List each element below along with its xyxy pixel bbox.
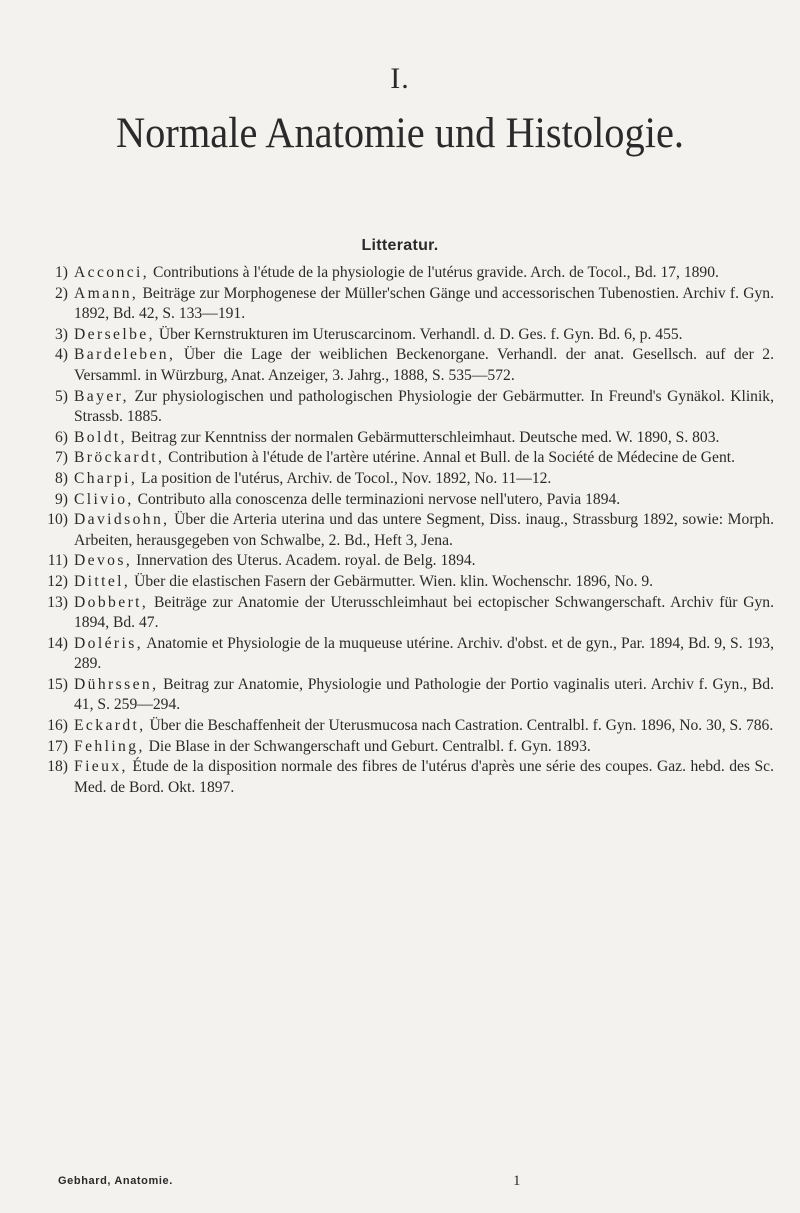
reference-text: Über die Arteria uterina und das untere Segment, Diss. inaug., Strassburg 1892, sowie: Morph. Arbeiten, herausgegeben von Schwalbe, 2. Bd., Heft 3, Jena. (74, 511, 775, 549)
reference-author: Dobbert, (74, 593, 149, 611)
reference-number: 18) (47, 758, 68, 776)
reference-text: Über die Beschaffenheit der Uterusmucosa nach Castration. Centralbl. f. Gyn. 1896, No. 30, S. 786. (149, 717, 774, 735)
reference-item (30, 284, 774, 325)
reference-item (30, 757, 774, 798)
reference-author: Bardeleben, (74, 346, 176, 364)
reference-author: Derselbe, (74, 325, 155, 343)
reference-number: 2) (55, 284, 68, 302)
reference-number: 17) (47, 737, 68, 755)
chapter-title: Normale Anatomie und Histologie. (115, 110, 685, 157)
reference-author: Boldt, (74, 428, 127, 446)
reference-item (30, 510, 774, 551)
reference-text: La position de l'utérus, Archiv. de Tocol., Nov. 1892, No. 11—12. (141, 469, 552, 487)
reference-list (30, 263, 774, 798)
reference-item (30, 387, 774, 428)
reference-text: Die Blase in der Schwangerschaft und Geburt. Centralbl. f. Gyn. 1893. (148, 737, 591, 755)
reference-number: 8) (55, 469, 68, 487)
reference-number: 9) (55, 490, 68, 508)
reference-author: Dührssen, (74, 675, 159, 693)
reference-number: 7) (55, 449, 68, 467)
reference-text: Beitrag zur Anatomie, Physiologie und Pathologie der Portio vaginalis uteri. Archiv f. Gyn., Bd. 41, S. 259—294. (74, 675, 774, 714)
reference-item (30, 675, 774, 716)
reference-number: 6) (55, 428, 68, 446)
reference-author: Fehling, (74, 737, 145, 755)
reference-text: Beiträge zur Morphogenese der Müller'schen Gänge und accessorischen Tubenostien. Archiv f. Gyn. 1892, Bd. 42, S. 133—191. (74, 284, 774, 323)
reference-item (30, 572, 774, 593)
reference-author: Doléris, (74, 634, 144, 652)
reference-number: 1) (55, 264, 68, 281)
reference-author: Davidsohn, (74, 511, 170, 529)
page-footer (58, 1173, 758, 1193)
reference-text: Anatomie et Physiologie de la muqueuse utérine. Archiv. d'obst. et de gyn., Par. 1894, Bd. 9, S. 193, 289. (74, 634, 774, 673)
reference-text: Zur physiologischen und pathologischen Physiologie der Gebärmutter. In Freund's Gynäkol. Klinik, Strassb. 1885. (74, 387, 774, 426)
reference-number: 14) (47, 634, 68, 652)
reference-item (30, 325, 774, 346)
reference-author: Charpi, (74, 469, 138, 487)
chapter-number: I. (390, 62, 410, 95)
reference-text: Contributo alla conoscenza delle terminazioni nervose nell'utero, Pavia 1894. (137, 490, 621, 508)
reference-number: 4) (55, 346, 68, 364)
reference-text: Étude de la disposition normale des fibres de l'utérus d'après une série des coupes. Gaz. hebd. des Sc. Med. de Bord. Okt. 1897. (74, 758, 775, 796)
reference-author: Acconci, (74, 264, 150, 281)
reference-author: Devos, (74, 552, 133, 570)
reference-text: Beitrag zur Kenntniss der normalen Gebärmutterschleimhaut. Deutsche med. W. 1890, S. 803. (130, 428, 720, 446)
reference-number: 10) (47, 511, 68, 529)
reference-text: Über die Lage der weiblichen Beckenorgane. Verhandl. der anat. Gesellsch. auf der 2. Versamml. in Würzburg, Anat. Anzeiger, 3. Jahrg., 1888, S. 535—572. (74, 346, 774, 384)
reference-author: Fieux, (74, 758, 128, 776)
reference-item (30, 490, 774, 511)
reference-author: Bröckardt, (74, 449, 165, 467)
reference-item (30, 593, 774, 634)
reference-text: Innervation des Uterus. Academ. royal. de Belg. 1894. (136, 552, 476, 570)
reference-item (30, 263, 774, 284)
reference-number: 11) (47, 552, 68, 570)
reference-author: Dittel, (74, 572, 131, 590)
reference-author: Clivio, (74, 490, 134, 508)
reference-text: Über Kernstrukturen im Uteruscarcinom. Verhandl. d. D. Ges. f. Gyn. Bd. 6, p. 455. (158, 325, 683, 343)
reference-author: Bayer, (74, 387, 129, 405)
sheet-number: 1 (513, 1173, 521, 1189)
section-heading: Litteratur. (361, 237, 439, 254)
reference-item (30, 345, 774, 386)
reference-item (30, 469, 774, 490)
reference-number: 3) (55, 325, 68, 343)
reference-text: Beiträge zur Anatomie der Uterusschleimhaut bei ectopischer Schwangerschaft. Archiv für Gyn. 1894, Bd. 47. (74, 593, 774, 632)
reference-author: Amann, (74, 284, 139, 302)
reference-text: Contribution à l'étude de l'artère utérine. Annal et Bull. de la Société de Médecine de Gent. (168, 449, 735, 467)
reference-number: 5) (55, 387, 68, 405)
reference-item (30, 634, 774, 675)
reference-author: Eckardt, (74, 717, 146, 735)
reference-text: Über die elastischen Fasern der Gebärmutter. Wien. klin. Wochenschr. 1896, No. 9. (134, 572, 654, 590)
reference-item (30, 428, 774, 449)
reference-item (30, 737, 774, 758)
reference-number: 16) (47, 717, 68, 735)
reference-number: 15) (47, 675, 68, 693)
reference-item (30, 551, 774, 572)
reference-item (30, 448, 774, 469)
reference-number: 13) (47, 593, 68, 611)
reference-text: Contributions à l'étude de la physiologie de l'utérus gravide. Arch. de Tocol., Bd. 17, 1890. (152, 264, 719, 281)
reference-number: 12) (47, 572, 68, 590)
signature-line: Gebhard, Anatomie. (58, 1175, 173, 1187)
reference-item (30, 716, 774, 737)
